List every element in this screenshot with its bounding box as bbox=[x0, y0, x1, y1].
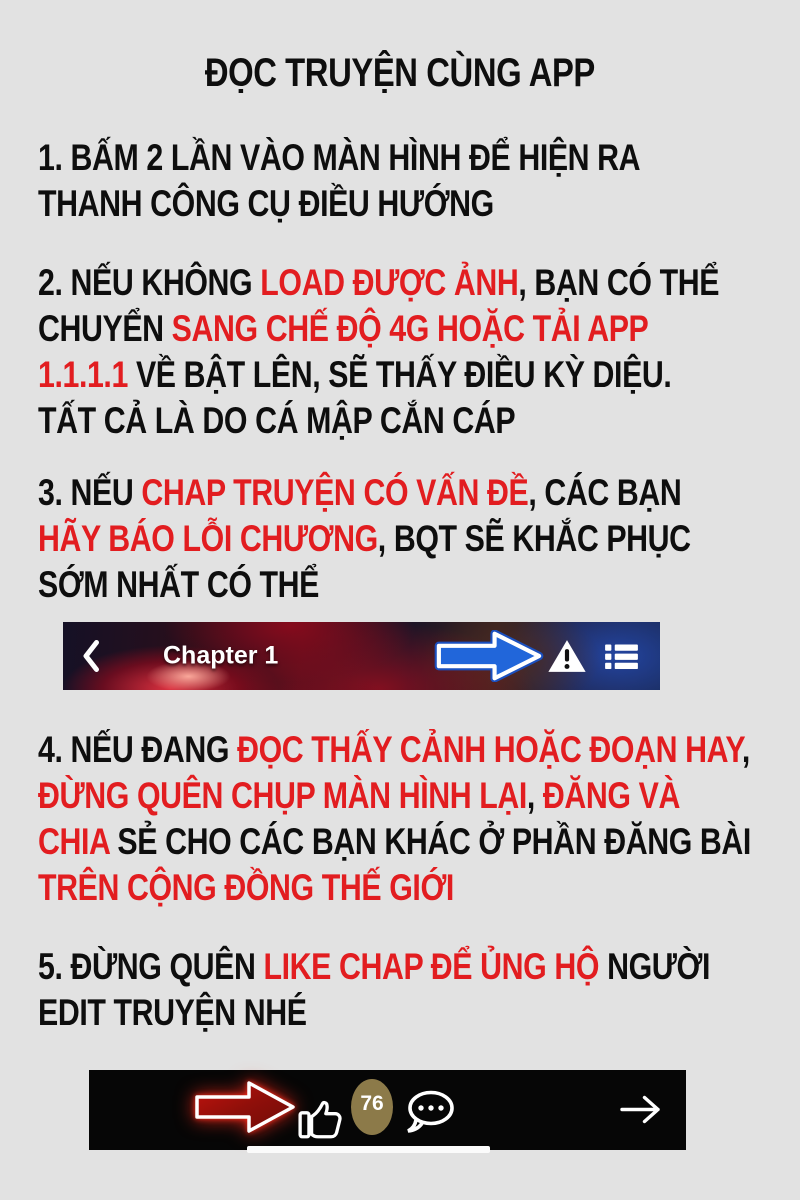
next-arrow-icon[interactable] bbox=[619, 1093, 663, 1126]
text-segment: 3. NẾU bbox=[38, 472, 142, 513]
chapter-header-screenshot bbox=[63, 622, 660, 690]
page-title bbox=[0, 49, 800, 97]
instruction-line bbox=[38, 135, 640, 181]
text-segment: HÃY BÁO LỖI CHƯƠNG bbox=[38, 518, 378, 559]
instruction-2 bbox=[38, 260, 719, 444]
page-indicator-strip bbox=[247, 1146, 490, 1153]
text-segment: , BẠN CÓ THỂ bbox=[518, 262, 720, 303]
instruction-line bbox=[38, 562, 691, 608]
text-segment: ĐỌC THẤY CẢNH HOẶC ĐOẠN HAY bbox=[237, 729, 742, 770]
text-segment: ĐĂNG VÀ bbox=[542, 775, 680, 816]
instruction-line bbox=[38, 516, 691, 562]
text-segment: 4. NẾU ĐANG bbox=[38, 729, 238, 770]
text-segment: NGƯỜI bbox=[599, 946, 711, 987]
text-segment: TRÊN CỘNG ĐỒNG THẾ GIỚI bbox=[38, 867, 454, 908]
instruction-line bbox=[38, 865, 751, 911]
text-segment: SẺ CHO CÁC BẠN KHÁC Ở PHẦN ĐĂNG BÀI bbox=[109, 821, 751, 862]
red-arrow-pointer-icon bbox=[193, 1075, 297, 1139]
instruction-line bbox=[38, 727, 751, 773]
text-segment: , bbox=[741, 729, 750, 770]
action-bar-screenshot bbox=[89, 1070, 686, 1150]
instruction-line bbox=[38, 181, 640, 227]
instruction-line bbox=[38, 773, 751, 819]
text-segment: SANG CHẾ ĐỘ 4G HOẶC TẢI APP bbox=[171, 308, 649, 349]
instruction-1 bbox=[38, 135, 640, 227]
text-segment: , bbox=[526, 775, 543, 816]
text-segment: , CÁC BẠN bbox=[528, 472, 682, 513]
text-segment: LOAD ĐƯỢC ẢNH bbox=[260, 262, 519, 303]
page-title-text: ĐỌC TRUYỆN CÙNG APP bbox=[204, 51, 596, 95]
instruction-4 bbox=[38, 727, 751, 911]
instruction-line bbox=[38, 352, 719, 398]
text-segment: THANH CÔNG CỤ ĐIỀU HƯỚNG bbox=[38, 183, 494, 224]
instruction-line bbox=[38, 470, 691, 516]
instruction-5 bbox=[38, 944, 710, 1036]
text-segment: CHAP TRUYỆN CÓ VẤN ĐỀ bbox=[141, 472, 529, 513]
instruction-line bbox=[38, 306, 719, 352]
text-segment: CHUYỂN bbox=[38, 308, 172, 349]
instruction-line bbox=[38, 819, 751, 865]
instruction-line bbox=[38, 398, 719, 444]
like-count: 76 bbox=[360, 1092, 384, 1115]
instruction-3 bbox=[38, 470, 691, 608]
text-segment: 1. BẤM 2 LẦN VÀO MÀN HÌNH ĐỂ HIỆN RA bbox=[38, 137, 641, 178]
text-segment: CHIA bbox=[38, 821, 110, 862]
text-segment: ĐỪNG QUÊN CHỤP MÀN HÌNH LẠI bbox=[38, 775, 527, 816]
text-segment: VỀ BẬT LÊN, SẼ THẤY ĐIỀU KỲ DIỆU. bbox=[127, 354, 672, 395]
comment-bubble-icon[interactable] bbox=[403, 1087, 457, 1137]
instruction-line bbox=[38, 990, 710, 1036]
back-chevron-icon[interactable] bbox=[81, 639, 101, 673]
chapter-title: Chapter 1 bbox=[163, 641, 279, 670]
chapter-list-icon[interactable] bbox=[605, 643, 638, 670]
warning-triangle-icon[interactable] bbox=[547, 636, 587, 676]
blue-arrow-pointer-icon bbox=[431, 630, 547, 682]
text-segment: 2. NẾU KHÔNG bbox=[38, 262, 261, 303]
text-segment: TẤT CẢ LÀ DO CÁ MẬP CẮN CÁP bbox=[38, 400, 516, 441]
text-segment: 5. ĐỪNG QUÊN bbox=[38, 946, 264, 987]
instruction-line bbox=[38, 944, 710, 990]
text-segment: EDIT TRUYỆN NHÉ bbox=[38, 992, 307, 1033]
text-segment: , BQT SẼ KHẮC PHỤC bbox=[377, 518, 691, 559]
text-segment: LIKE CHAP ĐỂ ỦNG HỘ bbox=[263, 946, 600, 987]
text-segment: SỚM NHẤT CÓ THỂ bbox=[38, 564, 319, 605]
like-count-badge bbox=[351, 1079, 393, 1135]
thumbs-up-icon[interactable] bbox=[297, 1092, 349, 1142]
text-segment: 1.1.1.1 bbox=[38, 354, 128, 395]
instruction-line bbox=[38, 260, 719, 306]
